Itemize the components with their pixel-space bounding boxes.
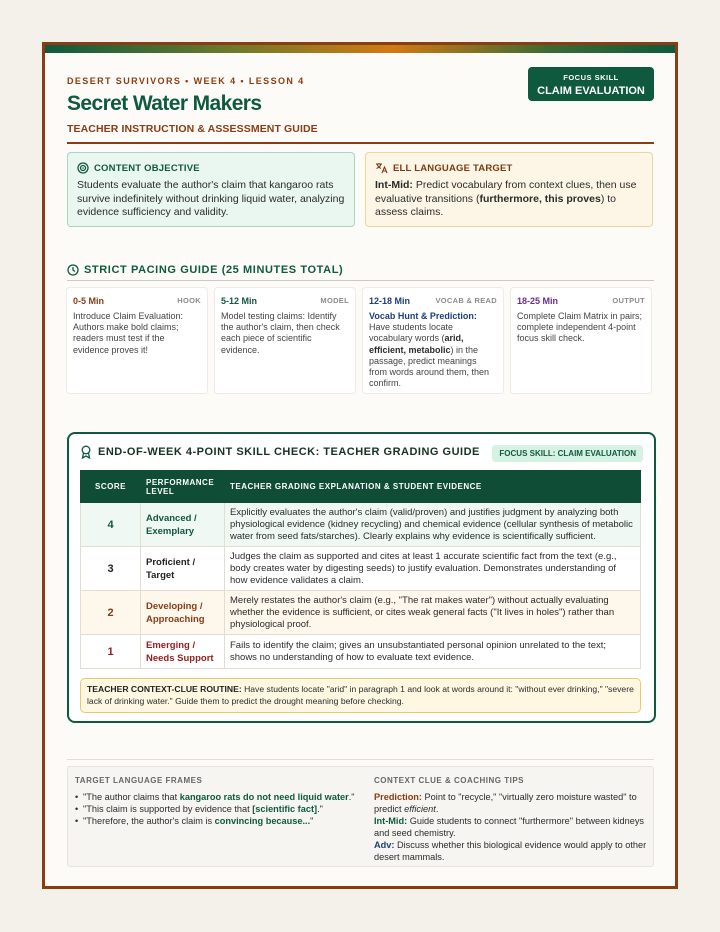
- pacing-tag: HOOK: [177, 296, 201, 305]
- table-row: [81, 547, 641, 591]
- grading-guide-panel: [67, 432, 656, 723]
- tip-label: Int-Mid:: [374, 816, 408, 826]
- grading-table: [80, 470, 641, 669]
- table-row: [81, 591, 641, 635]
- focus-skill-label: FOCUS SKILL: [563, 73, 619, 82]
- pacing-tag: VOCAB & READ: [435, 296, 497, 305]
- routine-label: TEACHER CONTEXT-CLUE ROUTINE:: [87, 684, 242, 694]
- frame-pre: "The author claims that: [83, 792, 180, 802]
- pacing-lead: Vocab Hunt & Prediction:: [369, 311, 477, 321]
- pacing-description: [73, 311, 201, 356]
- focus-skill-badge: [528, 67, 654, 101]
- context-clue-routine: [80, 678, 641, 713]
- tip-label: Adv:: [374, 840, 395, 850]
- coaching-tips: [374, 775, 650, 863]
- award-ribbon-icon: [80, 445, 92, 459]
- language-frame: [75, 791, 365, 803]
- page-title: Secret Water Makers: [67, 92, 262, 115]
- focus-skill-value: CLAIM EVALUATION: [537, 85, 645, 97]
- target-icon: [77, 162, 89, 174]
- ell-target-text: [375, 179, 643, 220]
- pacing-text-post: ) in the passage, predict meanings from words around them, then confirm.: [369, 344, 490, 389]
- pacing-time: 18-25 Min: [517, 296, 559, 306]
- language-frames: [75, 775, 365, 827]
- translate-icon: [375, 162, 388, 174]
- grading-heading-text: END-OF-WEEK 4-POINT SKILL CHECK: TEACHER GRADING GUIDE: [98, 446, 480, 458]
- pacing-terms: arid, efficient, metabolic: [369, 333, 464, 355]
- frame-emphasis: [scientific fact]: [252, 804, 318, 814]
- pacing-card-header: [369, 296, 497, 306]
- coaching-tip: [374, 791, 650, 815]
- table-row: [81, 635, 641, 669]
- level-cell: Advanced / Exemplary: [141, 503, 225, 547]
- footer-divider: [67, 759, 654, 760]
- ell-target-box: [365, 152, 653, 227]
- pacing-card-header: [221, 296, 349, 306]
- footer-panel: [67, 766, 654, 867]
- pacing-description: [221, 311, 349, 356]
- top-accent-bar: [45, 45, 675, 53]
- lesson-eyebrow: DESERT SURVIVORS • WEEK 4 • LESSON 4: [67, 76, 305, 86]
- ell-target-heading: ELL LANGUAGE TARGET: [393, 162, 513, 174]
- content-objective-text: Students evaluate the author's claim that kangaroo rats survive indefinitely without drinking liquid water, analyzing evidence sufficiency and validity.: [77, 179, 345, 218]
- score-cell: 1: [81, 635, 141, 669]
- pacing-time: 5-12 Min: [221, 296, 258, 306]
- level-cell: Developing / Approaching: [141, 591, 225, 635]
- tip-text: Guide students to connect "furthermore" between kidneys and seed chemistry.: [374, 816, 645, 838]
- pacing-text-pre: Have students locate vocabulary words (: [369, 322, 454, 344]
- pacing-time: 0-5 Min: [73, 296, 105, 306]
- explanation-cell: Merely restates the author's claim (e.g., "The rat makes water") without actually evaluating whether the evidence is sufficient, or cites weak general facts ("It lives in holes") rather than physiological proof.: [225, 591, 641, 635]
- pacing-card: [363, 288, 503, 393]
- pacing-card: [67, 288, 207, 393]
- header-divider: [67, 142, 654, 144]
- ell-body-post: ) to assess claims.: [375, 192, 617, 218]
- page-subtitle: TEACHER INSTRUCTION & ASSESSMENT GUIDE: [67, 123, 318, 135]
- grading-focus-badge: FOCUS SKILL: CLAIM EVALUATION: [492, 445, 643, 462]
- frame-post: ": [310, 816, 314, 826]
- col-explanation: TEACHER GRADING EXPLANATION & STUDENT EVIDENCE: [225, 471, 641, 503]
- col-score: SCORE: [81, 471, 141, 503]
- pacing-card: [215, 288, 355, 393]
- coaching-tip: [374, 839, 650, 863]
- tips-heading: CONTEXT CLUE & COACHING TIPS: [374, 776, 525, 785]
- content-objective-heading: CONTENT OBJECTIVE: [94, 162, 200, 174]
- tip-post: .: [435, 804, 439, 814]
- language-frame: [75, 815, 365, 827]
- pacing-card-header: [517, 296, 645, 306]
- language-frame: [75, 803, 365, 815]
- tip-emphasis: efficient: [404, 804, 436, 814]
- lesson-page: [42, 42, 678, 889]
- routine-text: Have students locate "arid" in paragraph 1 and look at words around it: "without ever drinking," "severe lack of drinking water." Guide them to predict the drought meaning before checking.: [87, 684, 634, 706]
- pacing-description: [369, 311, 497, 389]
- ell-level: Int-Mid:: [375, 179, 413, 191]
- coaching-tip: [374, 815, 650, 839]
- frame-emphasis: convincing because...: [214, 816, 311, 826]
- clock-icon: [67, 264, 79, 276]
- table-row: [81, 503, 641, 547]
- score-cell: 4: [81, 503, 141, 547]
- level-cell: Proficient / Target: [141, 547, 225, 591]
- pacing-text: Complete Claim Matrix in pairs; complete independent 4-point focus skill check.: [517, 311, 643, 344]
- pacing-text: Model testing claims: Identify the author's claim, then check each piece of scientific evidence.: [221, 311, 340, 355]
- pacing-card-header: [73, 296, 201, 306]
- col-level: PERFORMANCE LEVEL: [141, 471, 225, 503]
- score-cell: 2: [81, 591, 141, 635]
- pacing-divider: [67, 280, 654, 281]
- tip-text: Point to "recycle," "virtually zero moisture wasted" to predict: [374, 792, 637, 814]
- ell-term: furthermore, this proves: [479, 192, 601, 205]
- explanation-cell: Judges the claim as supported and cites at least 1 accurate scientific fact from the text (e.g., body creates water by digesting seeds) to justify evaluation. Demonstrates understanding of how evidence validates a claim.: [225, 547, 641, 591]
- level-cell: Emerging / Needs Support: [141, 635, 225, 669]
- pacing-text: Introduce Claim Evaluation: Authors make bold claims; readers must test if the evidence proves it!: [73, 311, 184, 355]
- score-cell: 3: [81, 547, 141, 591]
- pacing-heading: [67, 264, 343, 276]
- tip-label: Prediction:: [374, 792, 422, 802]
- frame-pre: "Therefore, the author's claim is: [83, 816, 215, 826]
- frame-post: .": [317, 804, 323, 814]
- frame-emphasis: kangaroo rats do not need liquid water: [179, 792, 349, 802]
- explanation-cell: Fails to identify the claim; gives an unsubstantiated personal opinion unrelated to the text; shows no understanding of how to evaluate text evidence.: [225, 635, 641, 669]
- pacing-card: [511, 288, 651, 393]
- pacing-time: 12-18 Min: [369, 296, 411, 306]
- grading-heading: [80, 445, 480, 459]
- pacing-tag: OUTPUT: [612, 296, 645, 305]
- explanation-cell: Explicitly evaluates the author's claim (valid/proven) and justifies judgment by analyzing both physiological evidence (kidney recycling) and chemical evidence (cellular synthesis of metabolic water from seed fats/starches). Clearly explains why evidence is scientifically sufficient.: [225, 503, 641, 547]
- frame-pre: "This claim is supported by evidence that: [83, 804, 253, 814]
- ell-body-pre: Predict vocabulary from context clues, then use evaluative transitions (: [375, 179, 637, 205]
- pacing-description: [517, 311, 645, 345]
- frame-post: .": [348, 792, 355, 802]
- pacing-heading-text: STRICT PACING GUIDE (25 MINUTES TOTAL): [84, 264, 344, 276]
- frames-heading: TARGET LANGUAGE FRAMES: [75, 776, 203, 785]
- pacing-tag: MODEL: [320, 296, 349, 305]
- tip-text: Discuss whether this biological evidence would apply to other desert mammals.: [374, 840, 647, 862]
- content-objective-box: [67, 152, 355, 227]
